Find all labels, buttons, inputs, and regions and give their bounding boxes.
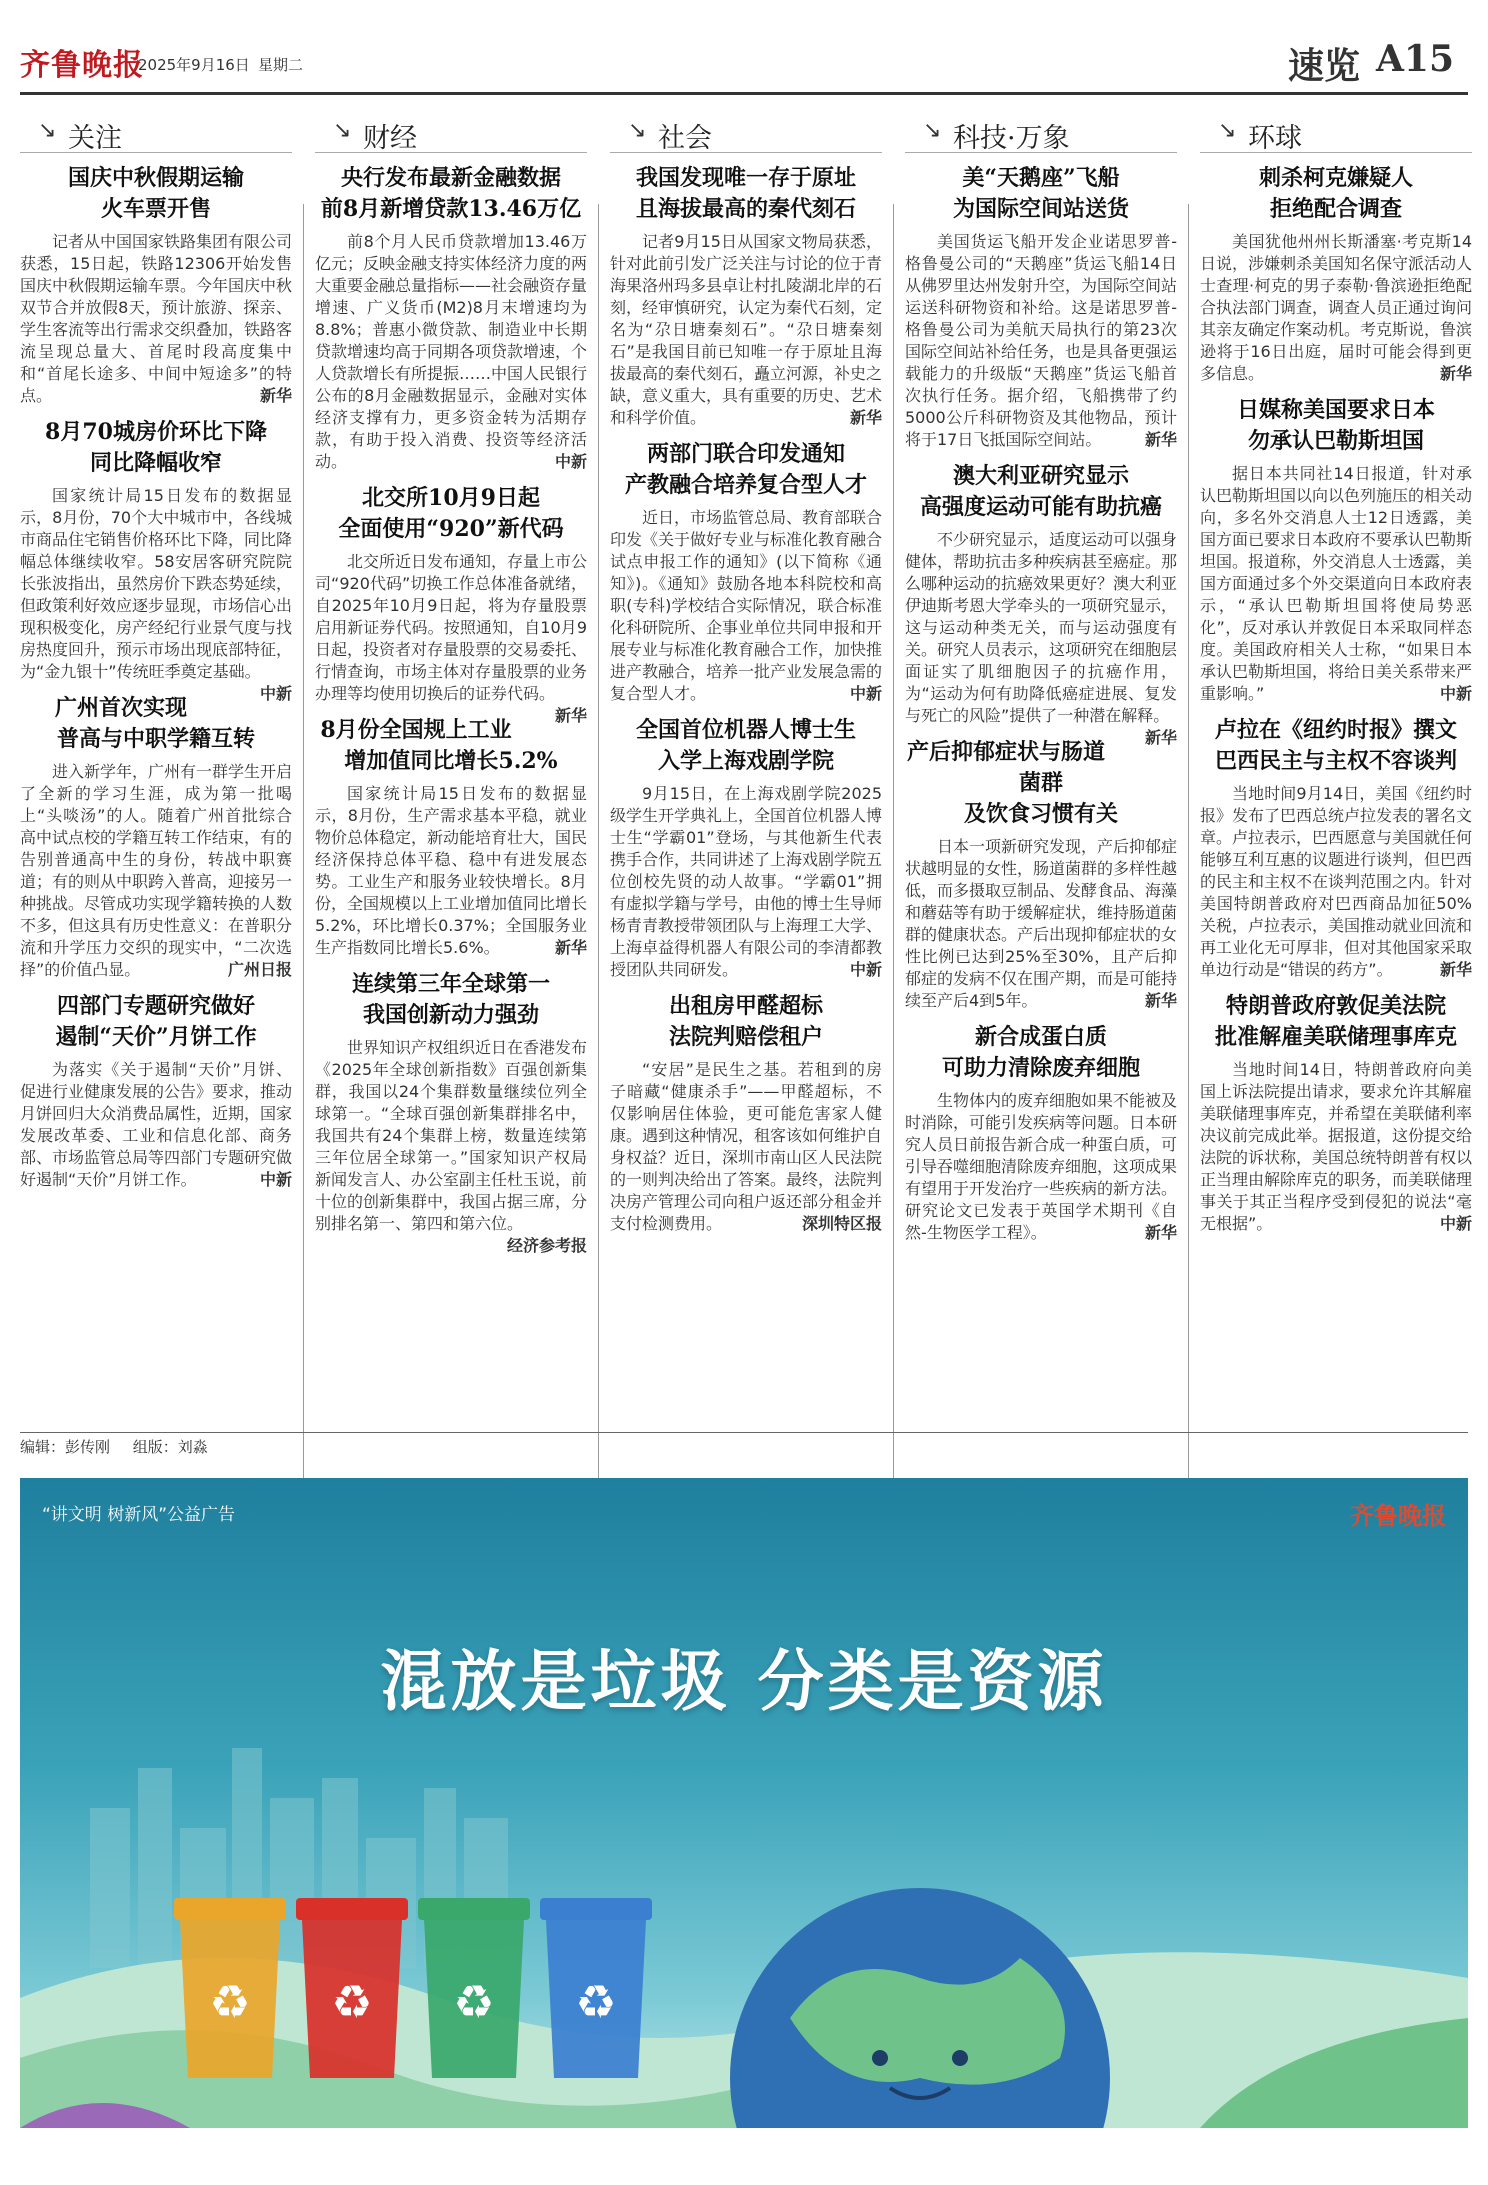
ad-tag: “讲文明 树新风”公益广告: [42, 1505, 236, 1525]
headline-line: 我国发现唯一存于原址: [635, 165, 856, 191]
article-body: [905, 231, 1177, 451]
recycling-bin: [540, 1898, 652, 2078]
news-article: [20, 417, 293, 703]
headline-line: 连续第三年全球第一: [351, 971, 550, 997]
page-number: A15: [1376, 38, 1455, 80]
headline-line: 且海拔最高的秦代刻石: [635, 196, 856, 222]
arrow-icon: ↘: [1218, 118, 1237, 143]
article-body: [1200, 1059, 1472, 1235]
arrow-icon: ↘: [923, 118, 942, 143]
article-text: 国家统计局15日发布的数据显示，8月份，70个大中城市中，各线城市商品住宅销售价格环比下降，同比降幅总体继续收窄。58安居客研究院院长张波指出，虽然房价下跌态势延续，但政策利好效应逐步显现，市场信心出现积极变化，房产经纪行业景气度与找房热度回升，预示市场出现底部特征，为“金九银十”传统旺季奠定基础。: [20, 486, 293, 681]
news-article: [315, 715, 587, 959]
article-body: [905, 1090, 1177, 1244]
article-body: [610, 231, 882, 429]
news-article: [1200, 715, 1472, 981]
article-body: [1200, 231, 1472, 385]
article-headline: [905, 737, 1177, 830]
recycle-icon: ♻: [453, 1975, 495, 2029]
article-text: 美国货运飞船开发企业诺思罗普-格鲁曼公司的“天鹅座”货运飞船14日从佛罗里达州发射升空，为国际空间站运送科研物资和补给。这是诺思罗普-格鲁曼公司为美航天局执行的第23次国际空间站补给任务，也是具备更强运载能力的升级版“天鹅座”货运飞船首次执行任务。据介绍，飞船携带了约5000公斤科研物资及其他物品，预计将于17日飞抵国际空间站。: [905, 232, 1178, 449]
ad-logo: 齐鲁晚报: [1350, 1501, 1446, 1530]
article-headline: [905, 163, 1177, 225]
arrow-icon: ↘: [38, 118, 57, 143]
column-divider: [1188, 204, 1189, 1526]
article-source: 中新: [849, 684, 882, 703]
article-source: 新华: [1144, 991, 1177, 1010]
article-body: [315, 783, 587, 959]
headline-line: 8月份全国规上工业: [320, 717, 512, 743]
globe-eye-right: [952, 2050, 968, 2066]
editor-name: 编辑：彭传刚: [20, 1438, 111, 1456]
article-body: [315, 231, 587, 473]
article-headline: [1200, 715, 1472, 777]
headline-line: 美“天鹅座”飞船: [962, 165, 1120, 191]
article-source: 新华: [259, 386, 292, 405]
news-article: [610, 991, 882, 1235]
headline-line: 四部门专题研究做好: [56, 993, 255, 1019]
article-body: [905, 529, 1178, 747]
headline-line: 法院判赔偿租户: [668, 1024, 823, 1050]
headline-line: 增加值同比增长5.2%: [344, 748, 558, 774]
article-body: [610, 507, 882, 705]
article-text: 国家统计局15日发布的数据显示，8月份，生产需求基本平稳，就业物价总体稳定，新动能培育壮大，国民经济保持总体平稳、稳中有进发展态势。工业生产和服务业较快增长。8月份，全国规模以上工业增加值同比增长5.2%，环比增长0.37%；全国服务业生产指数同比增长5.6%。: [315, 784, 588, 957]
headline-line: 两部门联合印发通知: [646, 441, 845, 467]
column-divider: [893, 204, 894, 1526]
bin-lid: [418, 1898, 530, 1920]
article-source: 新华: [849, 408, 882, 427]
headline-line: 央行发布最新金融数据: [340, 165, 561, 191]
article-source: 中新: [554, 452, 587, 471]
article-headline: [1200, 395, 1472, 457]
article-headline: [610, 163, 882, 225]
column-3: [610, 100, 882, 1430]
article-source: 广州日报: [227, 960, 292, 979]
headline-line: 可助力清除废弃细胞: [941, 1055, 1140, 1081]
article-text: 世界知识产权组织近日在香港发布《2025年全球创新指数》百强创新集群，我国以24个集群数量继续位列全球第一。“全球百强创新集群排名中，我国共有24个集群上榜，数量连续第三年位居全球第一。”国家知识产权局新闻发言人、办公室副主任杜玉说，前十位的创新集群中，我国占据三席，分别排名第一、第四和第六位。: [315, 1038, 588, 1233]
recycling-bin: [174, 1898, 286, 2078]
footer-rule: [20, 1432, 1468, 1433]
headline-line: 8月70城房价环比下降: [45, 419, 267, 445]
bin-lid: [296, 1898, 408, 1920]
news-article: [610, 439, 882, 705]
article-headline: [905, 1022, 1177, 1084]
headline-line: 产后抑郁症状与肠道菌群: [906, 739, 1105, 796]
headline-line: 同比降幅收窄: [89, 450, 222, 476]
article-source: 中新: [1439, 1214, 1472, 1233]
column-5: [1200, 100, 1472, 1430]
article-source: 中新: [259, 684, 292, 703]
article-text: 据日本共同社14日报道，针对承认巴勒斯坦国以向以色列施压的相关动向，多名外交消息人士12日透露，美国方面已要求日本政府不要承认巴勒斯坦国。报道称，外交消息人士透露，美国方面通过多个外交渠道向日本政府表示，“承认巴勒斯坦国将使局势恶化”，反对承认并敦促日本采取同样态度。美国政府相关人士称，“如果日本承认巴勒斯坦国，将给日美关系带来严重影响。”: [1200, 464, 1473, 703]
article-headline: [1200, 163, 1472, 225]
recycling-bin: [296, 1898, 408, 2078]
news-article: [20, 163, 292, 407]
article-body: [1200, 463, 1472, 705]
arrow-icon: ↘: [628, 118, 647, 143]
article-headline: [610, 991, 882, 1053]
recycle-icon: ♻: [331, 1975, 373, 2029]
article-headline: [905, 461, 1177, 523]
article-text: 近日，市场监管总局、教育部联合印发《关于做好专业与标准化教育融合试点申报工作的通知》(以下简称《通知》)。《通知》鼓励各地本科院校和高职(专科)学校结合实际情况，联合标准化科研院所、企事业单位共同申报和开展专业与标准化教育融合工作，加快推进产教融合，培养一批产业发展急需的复合型人才。: [610, 508, 883, 703]
headline-line: 全面使用“920”新代码: [338, 516, 564, 542]
headline-line: 拒绝配合调查: [1269, 196, 1402, 222]
article-source: 新华: [1144, 728, 1177, 747]
headline-line: 新合成蛋白质: [974, 1024, 1107, 1050]
headline-line: 为国际空间站送货: [952, 196, 1129, 222]
article-source: 新华: [1144, 430, 1177, 449]
article-body: [20, 485, 293, 703]
headline-line: 澳大利亚研究显示: [952, 463, 1129, 489]
news-article: [905, 1022, 1177, 1244]
layout-name: 组版：刘淼: [132, 1438, 208, 1456]
article-text: 前8个月人民币贷款增加13.46万亿元；反映金融支持实体经济力度的两大重要金融总量指标——社会融资存量增速、广义货币(M2)8月末增速均为8.8%；普惠小微贷款、制造业中长期贷款增速均高于同期各项贷款增速，个人贷款增长有所提振……中国人民银行公布的8月金融数据显示，金融对实体经济支撑有力，更多资金转为活期存款，有助于投入消费、投资等经济活动。: [315, 232, 588, 471]
article-headline: [610, 715, 882, 777]
headline-line: 遏制“天价”月饼工作: [55, 1024, 257, 1050]
headline-line: 产教融合培养复合型人才: [624, 472, 867, 498]
column-1: [20, 100, 292, 1430]
ad-slogan: 混放是垃圾 分类是资源: [380, 1642, 1108, 1720]
article-body: [610, 783, 882, 981]
section-header: [610, 100, 882, 153]
arrow-icon: ↘: [333, 118, 352, 143]
news-columns: [20, 100, 1473, 1430]
article-headline: [20, 163, 292, 225]
recycling-bin: [418, 1898, 530, 2078]
recycle-icon: ♻: [575, 1975, 617, 2029]
column-4: [905, 100, 1177, 1430]
ad-illustration: [20, 1478, 1468, 2128]
article-text: 进入新学年，广州有一群学生开启了全新的学习生涯，成为第一批喝上“头啖汤”的人。随着广州首批综合高中试点校的学籍互转工作结束，有的告别普通高中生的身份，转战中职赛道；有的则从中职跨入普高，迎接另一种挑战。尽管成功实现学籍转换的人数不多，但这具有历史性意义：在普职分流和升学压力交织的现实中，“二次选择”的价值凸显。: [20, 762, 293, 979]
article-text: 当地时间14日，特朗普政府向美国上诉法院提出请求，要求允许其解雇美联储理事库克，并希望在美联储利率决议前完成此举。据报道，这份提交给法院的诉状称，美国总统特朗普有权以正当理由解除库克的职务，而美联储理事关于其正当程序受到侵犯的说法“毫无根据”。: [1200, 1060, 1473, 1233]
article-headline: [610, 439, 882, 501]
newspaper-logo: 齐鲁晚报: [20, 48, 144, 83]
article-text: 为落实《关于遏制“天价”月饼、促进行业健康发展的公告》要求，推动月饼回归大众消费品属性，近期，国家发展改革委、工业和信息化部、商务部、市场监管总局等四部门专题研究做好遏制“天价”月饼工作。: [20, 1060, 293, 1189]
headline-line: 及饮食习惯有关: [963, 801, 1118, 827]
headline-line: 国庆中秋假期运输: [67, 165, 244, 191]
issue-date: 2025年9月16日: [138, 56, 250, 74]
article-headline: [20, 417, 292, 479]
article-headline: [315, 969, 587, 1031]
page-header: [0, 0, 1488, 92]
article-text: 9月15日，在上海戏剧学院2025级学生开学典礼上，全国首位机器人博士生“学霸01”登场，与其他新生代表携手合作，共同讲述了上海戏剧学院五位创校先贤的动人故事。“学霸01”拥有虚拟学籍与学号，由他的博士生导师杨青青教授带领团队与上海理工大学、上海卓益得机器人有限公司的李清都教授团队共同研发。: [610, 784, 883, 979]
column-divider: [598, 204, 599, 1526]
article-headline: [315, 163, 587, 225]
article-source: 新华: [1439, 960, 1472, 979]
article-body: [20, 1059, 292, 1191]
section-header: [1200, 100, 1472, 153]
news-article: [20, 693, 292, 981]
article-text: 日本一项新研究发现，产后抑郁症状越明显的女性，肠道菌群的多样性越低，而多摄取豆制品、发酵食品、海藻和蘑菇等有助于缓解症状，维持肠道菌群的健康状态。产后出现抑郁症状的女性比例已达到25%至30%，且产后抑郁症的发病不仅在围产期，而是可能持续至产后4到5年。: [905, 837, 1178, 1010]
headline-line: 刺杀柯克嫌疑人: [1258, 165, 1413, 191]
article-text: 不少研究显示，适度运动可以强身健体，帮助抗击多种疾病甚至癌症。那么哪种运动的抗癌效果更好？澳大利亚伊迪斯考恩大学牵头的一项研究显示，这与运动种类无关，而与运动强度有关。研究人员表示，这项研究在细胞层面证实了肌细胞因子的抗癌作用，为“运动为何有助降低癌症进展、复发与死亡的风险”提供了一种潜在解释。: [905, 530, 1178, 725]
article-text: 生物体内的废弃细胞如果不能被及时消除，可能引发疾病等问题。日本研究人员日前报告新合成一种蛋白质，可引导吞噬细胞清除废弃细胞，这项成果有望用于开发治疗一些疾病的新方法。研究论文已发表于英国学术期刊《自然-生物医学工程》。: [905, 1091, 1178, 1242]
column-divider: [303, 204, 304, 1526]
article-source: 新华: [554, 938, 587, 957]
header-rule: [20, 92, 1468, 95]
news-article: [20, 991, 292, 1191]
article-body: [315, 551, 588, 725]
article-source: 新华: [1439, 364, 1472, 383]
article-body: [20, 761, 292, 981]
recycle-icon: ♻: [209, 1975, 251, 2029]
headline-line: 批准解雇美联储理事库克: [1214, 1024, 1457, 1050]
headline-line: 我国创新动力强劲: [362, 1002, 539, 1028]
headline-line: 勿承认巴勒斯坦国: [1247, 428, 1424, 454]
headline-line: 高强度运动可能有助抗癌: [919, 494, 1162, 520]
article-source: 中新: [259, 1170, 292, 1189]
article-source: 中新: [1439, 684, 1472, 703]
article-headline: [20, 991, 292, 1053]
news-article: [610, 715, 882, 981]
article-text: 美国犹他州州长斯潘塞·考克斯14日说，涉嫌刺杀美国知名保守派活动人士查理·柯克的男子泰勒·鲁滨逊拒绝配合执法部门调查，调查人员正通过询问其亲友确定作案动机。考克斯说，鲁滨逊将于16日出庭，届时可能会得到更多信息。: [1200, 232, 1473, 383]
headline-line: 前8月新增贷款13.46万亿: [320, 196, 582, 222]
editor-credits: [20, 1436, 226, 1457]
news-article: [315, 969, 588, 1255]
section-name: 社会: [658, 123, 712, 154]
news-article: [610, 163, 882, 429]
article-text: 记者9月15日从国家文物局获悉，针对此前引发广泛关注与讨论的位于青海果洛州玛多县卓让村扎陵湖北岸的石刻，经审慎研究，认定为秦代石刻，定名为“尕日塘秦刻石”。“尕日塘秦刻石”是我国目前已知唯一存于原址且海拔最高的秦代刻石，矗立河源，补史之缺，意义重大，具有重要的历史、艺术和科学价值。: [610, 232, 883, 427]
headline-line: 全国首位机器人博士生: [635, 717, 856, 743]
section-header: [20, 100, 292, 153]
headline-line: 普高与中职学籍互转: [56, 726, 255, 752]
news-article: [1200, 991, 1472, 1235]
section-name: 科技·万象: [953, 123, 1070, 154]
news-article: [1200, 395, 1472, 705]
globe-eye-left: [872, 2050, 888, 2066]
headline-line: 特朗普政府敦促美法院: [1225, 993, 1446, 1019]
section-header: [315, 100, 587, 153]
news-article: [905, 461, 1178, 747]
article-body: [610, 1059, 882, 1235]
article-source: 新华: [1144, 1223, 1177, 1242]
article-body: [905, 836, 1177, 1012]
news-article: [905, 163, 1177, 451]
article-body: [20, 231, 292, 407]
article-source: 新华: [554, 706, 587, 725]
article-text: 记者从中国国家铁路集团有限公司获悉，15日起，铁路12306开始发售国庆中秋假期运输车票。今年国庆中秋双节合并放假8天，预计旅游、探亲、学生客流等出行需求交织叠加，铁路客流呈现总量大、首尾时段高度集中和“首尾长途多、中间中短途多”的特点。: [20, 232, 293, 405]
news-article: [1200, 163, 1472, 385]
headline-line: 日媒称美国要求日本: [1236, 397, 1435, 423]
article-headline: [1200, 991, 1472, 1053]
article-source: 中新: [849, 960, 882, 979]
article-text: 北交所近日发布通知，存量上市公司“920代码”切换工作总体准备就绪，自2025年10月9日起，将为存量股票启用新证券代码。按照通知，自10月9日起，投资者对存量股票的交易委托、行情查询，市场主体对存量股票的业务办理等均使用切换后的证券代码。: [315, 552, 588, 703]
page-section-title: 速览: [1288, 45, 1361, 87]
article-text: “安居”是民生之基。若租到的房子暗藏“健康杀手”——甲醛超标，不仅影响居住体验，更可能危害家人健康。遇到这种情况，租客该如何维护自身权益？近日，深圳市南山区人民法院的一则判决给出了答案。最终，法院判决房产管理公司向租户返还部分租金并支付检测费用。: [610, 1060, 883, 1233]
news-article: [315, 483, 588, 725]
public-service-ad: [20, 1478, 1468, 2128]
issue-weekday: 星期二: [258, 56, 304, 74]
article-headline: [315, 483, 587, 545]
bin-lid: [174, 1898, 286, 1920]
news-article: [905, 737, 1177, 1012]
headline-line: 巴西民主与主权不容谈判: [1214, 748, 1457, 774]
article-body: [1200, 783, 1472, 981]
section-name: 关注: [68, 123, 122, 154]
news-article: [315, 163, 587, 473]
bin-lid: [540, 1898, 652, 1920]
article-body: [315, 1037, 588, 1255]
headline-line: 火车票开售: [100, 196, 211, 222]
column-2: [315, 100, 587, 1430]
headline-line: 广州首次实现: [54, 695, 187, 721]
headline-line: 入学上海戏剧学院: [657, 748, 834, 774]
section-header: [905, 100, 1177, 153]
headline-line: 北交所10月9日起: [362, 485, 540, 511]
section-name: 财经: [363, 123, 417, 154]
section-name: 环球: [1248, 123, 1302, 154]
headline-line: 卢拉在《纽约时报》撰文: [1214, 717, 1457, 743]
article-source: 经济参考报: [506, 1236, 587, 1255]
article-source: 深圳特区报: [801, 1214, 882, 1233]
headline-line: 出租房甲醛超标: [668, 993, 823, 1019]
article-text: 当地时间9月14日，美国《纽约时报》发布了巴西总统卢拉发表的署名文章。卢拉表示，巴西愿意与美国就任何能够互利互惠的议题进行谈判，但巴西的民主和主权不在谈判范围之内。针对美国特朗普政府对巴西商品加征50%关税，卢拉表示，美国推动就业回流和再工业化无可厚非，但对其他国家采取单边行动是“错误的药方”。: [1200, 784, 1473, 979]
